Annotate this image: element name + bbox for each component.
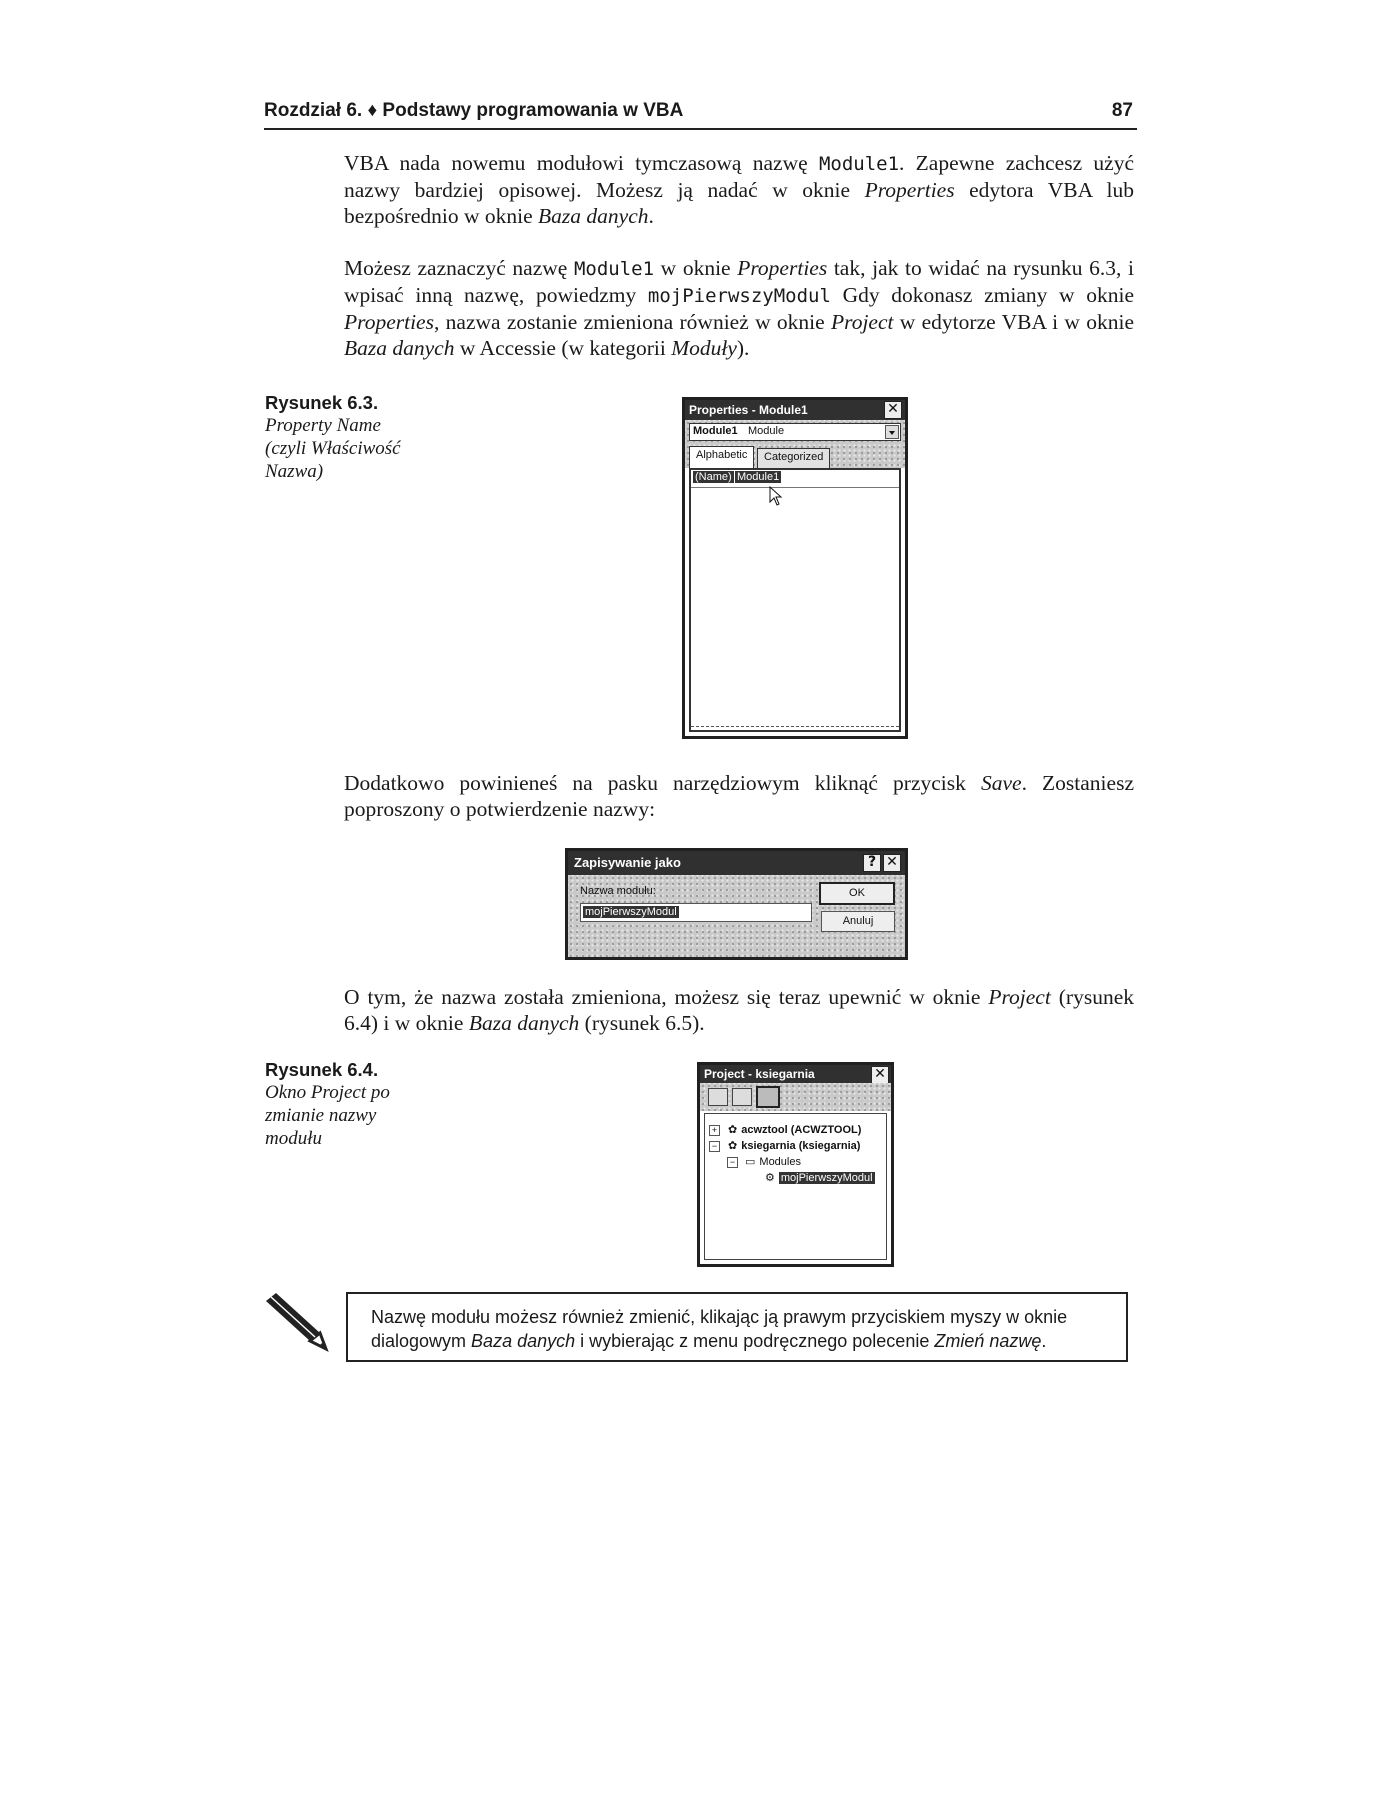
properties-window <box>682 397 908 739</box>
text-run: (rysunek 6.5). <box>579 1011 705 1035</box>
tree-item-modules[interactable] <box>727 1152 801 1168</box>
text-run: Gdy dokonasz zmiany w oknie <box>830 283 1134 307</box>
properties-titlebar <box>685 400 905 420</box>
project-tree <box>704 1113 887 1260</box>
text-run: , nazwa zostanie zmieniona również w oknie <box>433 310 831 334</box>
save-as-titlebar <box>568 851 905 875</box>
paragraph-4 <box>344 984 1134 1036</box>
close-icon[interactable]: ✕ <box>884 401 902 419</box>
tree-item-mojpierwszymodul[interactable] <box>765 1168 875 1184</box>
tree-item-ksiegarnia[interactable] <box>709 1136 860 1152</box>
note-box <box>346 1292 1128 1362</box>
property-grid <box>689 468 901 732</box>
save-as-dialog <box>565 848 908 960</box>
expander-icon[interactable]: + <box>709 1125 720 1136</box>
emphasis-run: Baza danych <box>471 1331 576 1351</box>
emphasis-run: Zmień nazwę <box>934 1331 1042 1351</box>
tree-item-label: mojPierwszyModul <box>780 1172 873 1184</box>
chapter-title: Rozdział 6. ♦ Podstawy programowania w VBA <box>264 100 684 121</box>
object-combo[interactable] <box>689 423 901 441</box>
close-icon[interactable]: ✕ <box>871 1066 889 1084</box>
text-run: w oknie <box>654 256 738 280</box>
view-code-icon[interactable] <box>708 1088 728 1106</box>
caption-text: Okno Project po zmianie nazwy modułu <box>265 1082 390 1149</box>
text-run: . Zostaniesz poproszony o potwierdzenie nazwy: <box>344 771 1134 821</box>
text-run: (rysunek 6.4) i w oknie <box>344 985 1134 1035</box>
property-row-name[interactable] <box>691 470 899 488</box>
text-run: O tym, że nazwa została zmieniona, możesz się teraz upewnić w oknie <box>344 985 989 1009</box>
tab-alphabetic[interactable]: Alphabetic <box>689 446 754 469</box>
project-icon: ✿ <box>728 1140 738 1152</box>
object-type: Module <box>748 425 785 437</box>
code-run: Module1 <box>818 153 900 175</box>
text-run: i wybierając z menu podręcznego polecenie <box>575 1331 935 1351</box>
figure-caption-6-3 <box>265 391 415 483</box>
caption-text: Property Name (czyli Właściwość Nazwa) <box>265 415 401 482</box>
text-run: w Accessie (w kategorii <box>454 336 672 360</box>
tree-item-label: ksiegarnia (ksiegarnia) <box>741 1140 861 1152</box>
emphasis-run: Baza danych <box>538 204 649 228</box>
project-icon: ✿ <box>728 1124 738 1136</box>
emphasis-run: Moduły <box>671 336 737 360</box>
folder-icon: ▭ <box>745 1156 756 1168</box>
window-title: Properties - Module1 <box>689 403 808 417</box>
text-run: w edytorze VBA i w oknie <box>893 310 1135 334</box>
expander-icon[interactable]: − <box>727 1157 738 1168</box>
tab-categorized[interactable]: Categorized <box>757 448 830 470</box>
text-run: Możesz zaznaczyć nazwę <box>344 256 574 280</box>
object-name: Module1 <box>693 425 738 437</box>
emphasis-run: Project <box>831 310 894 334</box>
code-run: Module1 <box>573 258 655 280</box>
cancel-button[interactable]: Anuluj <box>821 911 895 932</box>
view-object-icon[interactable] <box>732 1088 752 1106</box>
tree-item-acwztool[interactable] <box>709 1120 861 1136</box>
window-title: Project - ksiegarnia <box>704 1067 815 1081</box>
emphasis-run: Save <box>980 771 1022 795</box>
ok-button[interactable]: OK <box>819 882 895 905</box>
module-icon: ⚙ <box>765 1172 775 1184</box>
text-run: Dodatkowo powinieneś na pasku narzędziowym kliknąć przycisk <box>344 771 981 795</box>
project-titlebar <box>700 1065 891 1083</box>
module-name-value: mojPierwszyModul <box>585 906 677 918</box>
code-run: mojPierwszyModul <box>647 285 831 307</box>
pencil-icon <box>262 1293 330 1355</box>
tree-item-label: acwztool (ACWZTOOL) <box>741 1124 862 1136</box>
paragraph-2 <box>344 255 1134 361</box>
text-run: ). <box>736 336 750 360</box>
text-run: tak, jak to widać na rysunku 6.3, i wpisać inną nazwę, powiedzmy <box>344 256 1134 307</box>
emphasis-run: Baza danych <box>344 336 455 360</box>
project-window <box>697 1062 894 1267</box>
emphasis-run: Project <box>988 985 1051 1009</box>
module-name-input[interactable] <box>580 903 812 922</box>
caption-number: Rysunek 6.3. <box>265 392 379 413</box>
chevron-down-icon[interactable] <box>885 425 899 439</box>
tree-item-label: Modules <box>759 1156 801 1168</box>
text-run: Nazwę modułu możesz również zmienić, klikając ją prawym przyciskiem myszy w oknie dialogowym <box>371 1307 1068 1351</box>
dialog-body <box>568 875 905 957</box>
dialog-title: Zapisywanie jako <box>574 855 681 870</box>
text-run: VBA nada nowemu modułowi tymczasową nazwę <box>344 151 819 175</box>
property-label: (Name) <box>695 471 732 483</box>
close-icon[interactable]: ✕ <box>883 854 901 872</box>
figure-caption-6-4 <box>265 1058 415 1150</box>
paragraph-1 <box>344 150 1134 229</box>
text-run: . <box>648 204 654 228</box>
running-header <box>264 98 1137 130</box>
caption-number: Rysunek 6.4. <box>265 1059 379 1080</box>
expander-icon[interactable]: − <box>709 1141 720 1152</box>
emphasis-run: Baza danych <box>468 1011 580 1035</box>
property-value[interactable]: Module1 <box>737 471 780 483</box>
page-number: 87 <box>1111 100 1133 121</box>
emphasis-run: Properties <box>737 256 828 280</box>
text-run: edytora VBA lub bezpośrednio w oknie <box>344 178 1135 228</box>
emphasis-run: Properties <box>344 310 434 334</box>
emphasis-run: Properties <box>864 178 955 202</box>
divider <box>691 726 899 727</box>
help-icon[interactable]: ? <box>863 854 881 872</box>
project-toolbar <box>700 1083 891 1111</box>
paragraph-3 <box>344 770 1134 822</box>
module-name-label: Nazwa modułu: <box>580 885 656 897</box>
mouse-cursor-icon <box>769 486 785 508</box>
toggle-folders-icon[interactable] <box>756 1086 780 1108</box>
text-run: . Zapewne zachcesz użyć nazwy bardziej opisowej. Możesz ją nadać w oknie <box>344 151 1135 202</box>
text-run: . <box>1041 1331 1047 1351</box>
